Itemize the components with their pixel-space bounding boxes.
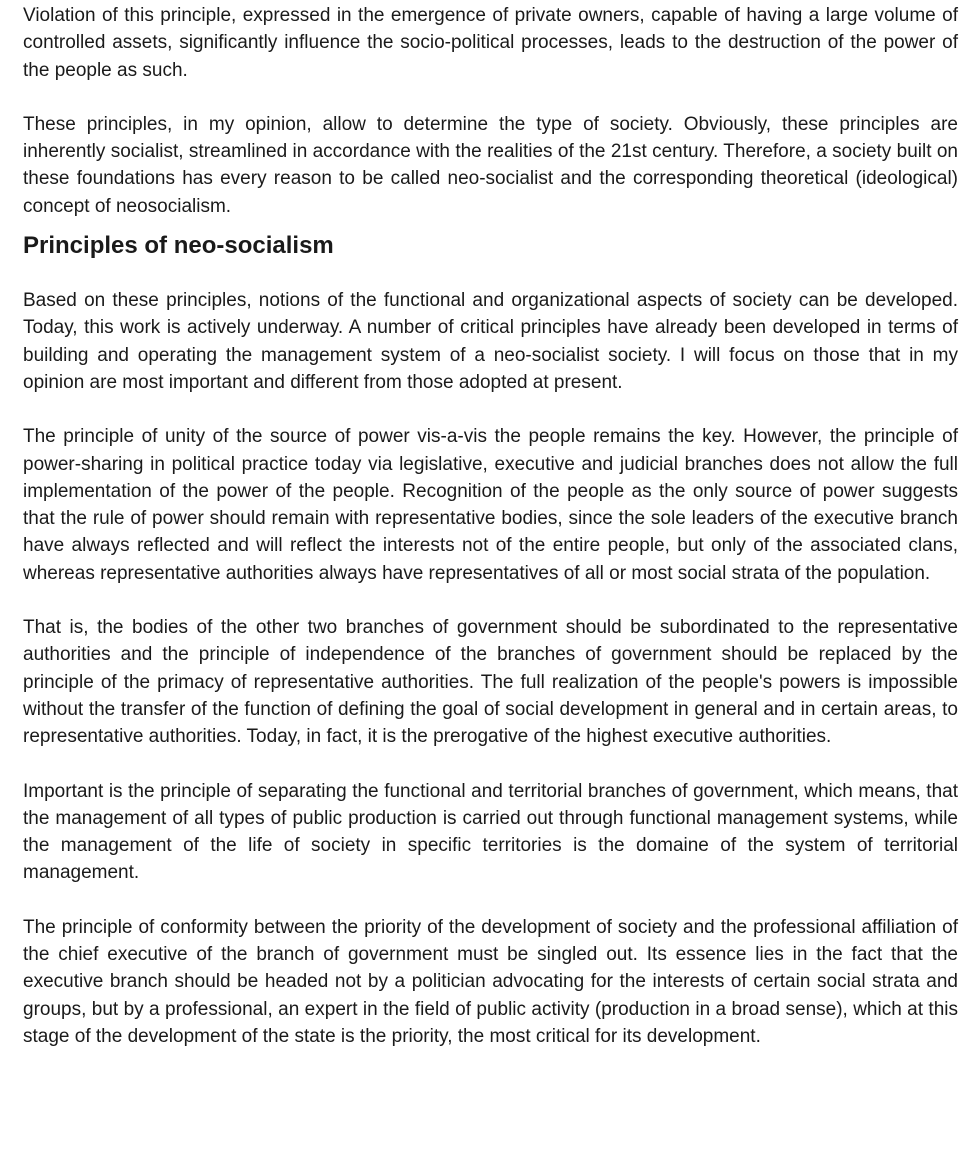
paragraph-subordination: That is, the bodies of the other two branches of government should be subordinated to the representative authorities and the principle of independence of the branches of government should be replaced by the principle of the primacy of representative authorities. The full realization of the people's powers is impossible without the transfer of the function of defining the goal of social development in general and in certain areas, to representative authorities. Today, in fact, it is the prerogative of the highest executive authorities. (23, 617, 958, 748)
paragraph-violation: Violation of this principle, expressed in the emergence of private owners, capable of having a large volume of controlled assets, significantly influence the socio-political processes, leads to the destruction of the power of the people as such. (23, 5, 958, 81)
paragraph-spacer (23, 887, 958, 914)
paragraph-functional-territorial: Important is the principle of separating the functional and territorial branches of government, which means, that the management of all types of public production is carried out through functional management systems, while the management of the life of society in specific territories is the domaine of the system of territorial management. (23, 780, 958, 884)
paragraph-conformity: The principle of conformity between the priority of the development of society and the professional affiliation of the chief executive of the branch of government must be singled out. Its essence lies in the fact that the executive branch should be headed not by a politician advocating for the interests of certain social strata and groups, but by a professional, an expert in the field of public activity (production in a broad sense), which at this stage of the development of the state is the priority, the most critical for its development. (23, 916, 958, 1047)
paragraph-spacer (23, 587, 958, 614)
paragraph-spacer (23, 396, 958, 423)
document-page (23, 2, 958, 1050)
heading-spacer (23, 261, 958, 287)
paragraph-unity-of-power: The principle of unity of the source of power vis-a-vis the people remains the key. However, the principle of power-sharing in political practice today via legislative, executive and judicial branches does not allow the full implementation of the power of the people. Recognition of the people as the only source of power suggests that the rule of power should remain with representative bodies, since the sole leaders of the executive branch have always reflected and will reflect the interests not of the entire people, but only of the associated clans, whereas representative authorities always have representatives of all or most social strata of the population. (23, 426, 958, 584)
paragraph-spacer (23, 751, 958, 778)
paragraph-notions: Based on these principles, notions of the functional and organizational aspects of society can be developed. Today, this work is actively underway. A number of critical principles have already been developed in terms of building and operating the management system of a neo-socialist society. I will focus on those that in my opinion are most important and different from those adopted at present. (23, 290, 958, 393)
paragraph-type-of-society: These principles, in my opinion, allow to determine the type of society. Obviously, these principles are inherently socialist, streamlined in accordance with the realities of the 21st century. Therefore, a society built on these foundations has every reason to be called neo-socialist and the corresponding theoretical (ideological) concept of neosocialism. (23, 113, 958, 217)
paragraph-spacer (23, 84, 958, 111)
section-heading: Principles of neo-socialism (23, 232, 334, 260)
